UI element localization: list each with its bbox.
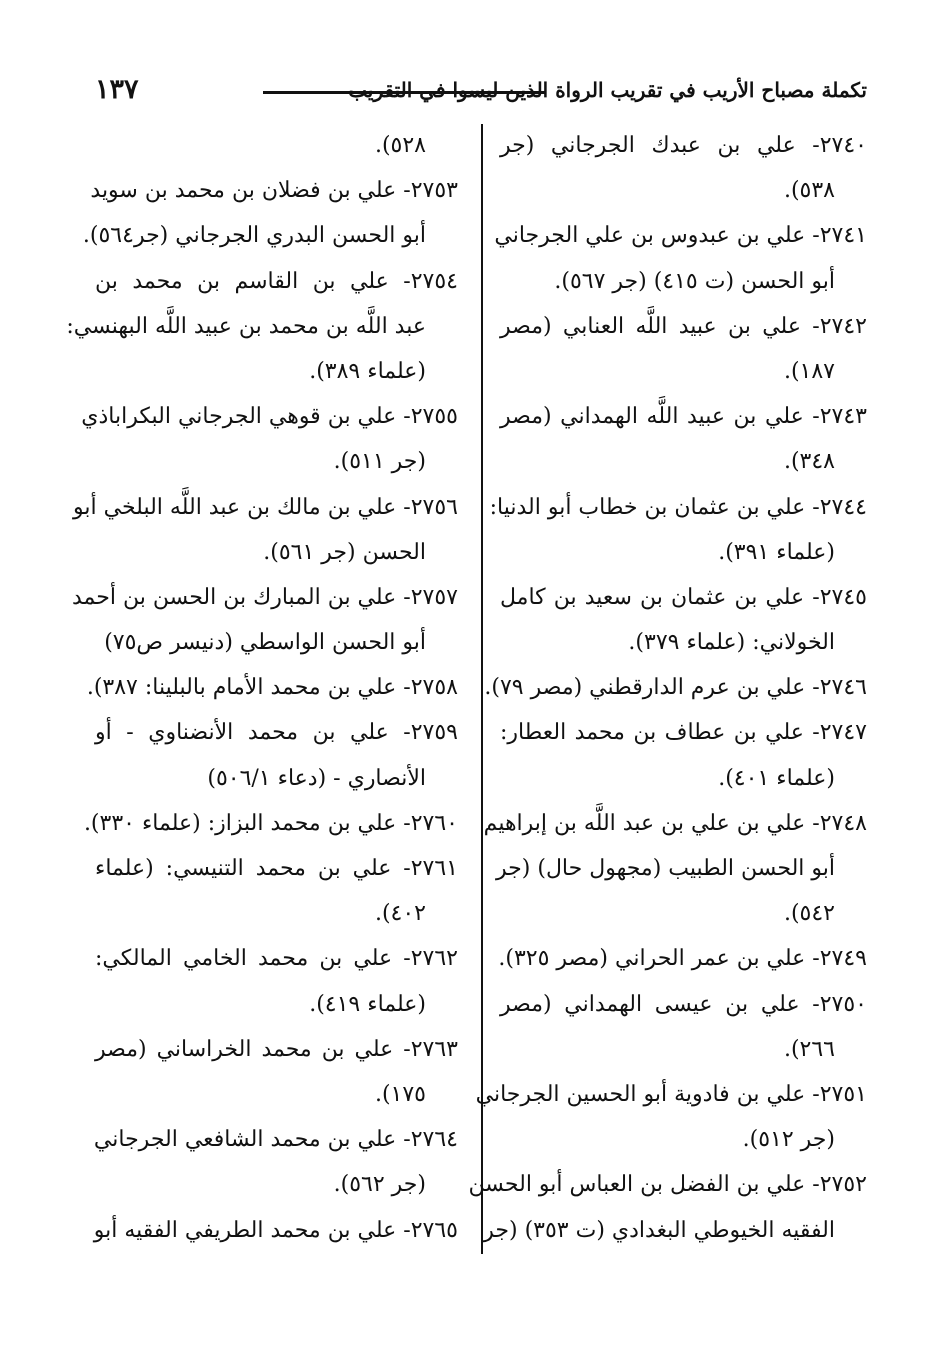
entry-line: ٢٧٦٣- علي بن محمد الخراساني (مصر [95,1036,458,1062]
entry-line: ٢٧٥١- علي بن فادوية أبو الحسين الجرجاني [475,1081,867,1107]
entry-continuation-line: أبو الحسن البدري الجرجاني (جر٥٦٤). [82,223,426,249]
page-number: ١٣٧ [95,74,139,105]
entry-continuation-line: أبو الحسن الطبيب (مجهول حال) (جر [496,856,835,881]
entry-continuation-line: ١٧٥). [374,1081,426,1107]
entry-line: ٢٧٦٠- علي بن محمد البزاز: (علماء ٣٣٠). [83,810,458,836]
entry-line: ٢٧٥٤- علي بن القاسم بن محمد بن [95,268,458,294]
page-header [95,74,867,114]
entry-line: ٢٧٥٣- علي بن فضلان بن محمد بن سويد [90,178,458,204]
entry-line: ٢٧٤٥- علي بن عثمان بن سعيد بن كامل [500,584,867,610]
entry-line: ٢٧٥٧- علي بن المبارك بن الحسن بن أحمد [71,584,458,610]
entry-continuation-line: ٣٤٨). [783,449,835,475]
entry-continuation-line: ٢٦٦). [783,1036,835,1062]
entry-continuation-line: الحسن (جر ٥٦١). [263,539,426,565]
entry-line: ٢٧٤٦- علي بن عرم الدارقطني (مصر ٧٩). [484,675,867,701]
entry-continuation-line: (علماء ٤٠١). [718,765,835,791]
entry-line: ٢٧٤٢- علي بن عبيد اللَّه العنابي (مصر [500,313,867,339]
entry-line: ٢٧٤٤- علي بن عثمان بن خطاب أبو الدنيا: [489,494,867,520]
entry-continuation-line: (علماء ٤١٩). [309,991,426,1017]
entry-continuation-line: ٥٣٨). [783,178,835,204]
entry-continuation-line: (جر ٥١١). [333,449,426,475]
entry-line: ٢٧٥٢- علي بن الفضل بن العباس أبو الحسن [468,1172,867,1198]
entry-continuation-line: (جر ٥٦٢). [333,1172,426,1198]
entry-continuation-line: ١٨٧). [783,358,835,384]
entry-continuation-line: الخولاني: (علماء ٣٧٩). [628,630,835,656]
entry-line: ٢٧٦٤- علي بن محمد الشافعي الجرجاني [93,1127,458,1153]
entry-line: ٢٧٦١- علي بن محمد التنيسي: (علماء [95,856,458,881]
running-title: تكملة مصباح الأريب في تقريب الرواة الذين ليسوا في التقريب [348,78,867,102]
entry-continuation-line: الفقيه الخيوطي البغدادي (ت ٣٥٣) (جر [483,1217,835,1243]
entry-line: ٢٧٥٠- علي بن عيسى الهمداني (مصر [500,991,867,1017]
entry-continuation-line: (علماء ٣٨٩). [309,358,426,384]
entry-line: ٢٧٤٨- علي بن علي بن عبد اللَّه بن إبراهيم [483,810,867,836]
entry-continuation-line: (علماء ٣٩١). [718,539,835,565]
entry-line: ٢٧٥٨- علي بن محمد الأمام بالبلينا: ٣٨٧). [86,675,458,701]
entry-line: ٢٧٤١- علي بن عبدوس بن علي الجرجاني [494,223,867,249]
entry-line: ٢٧٥٩- علي بن محمد الأنضناوي - أو [95,720,458,746]
right-column [468,123,867,1253]
column-divider [481,124,483,1254]
entry-continuation-line: الأنصاري - (دعاء ٥٠٦/١) [207,765,426,791]
left-column [66,123,458,1253]
entry-continuation-line: ٥٢٨). [374,133,426,158]
entry-line: ٢٧٦٢- علي بن محمد الخامي المالكي: [95,946,458,972]
entry-continuation-line: ٤٠٢). [374,901,426,927]
entry-line: ٢٧٤٩- علي بن عمر الحراني (مصر ٣٢٥). [498,946,867,972]
entry-continuation-line: ٥٤٢). [783,901,835,927]
entry-continuation-line: أبو الحسن الواسطي (دنيسر ص٧٥) [104,630,426,656]
entry-line: ٢٧٤٧- علي بن عطاف بن محمد العطار: [500,720,867,746]
entry-line: ٢٧٤٠- علي بن عبدك الجرجاني (جر [500,133,867,158]
entry-continuation-line: عبد اللَّه بن محمد بن عبيد اللَّه البهنسي: [66,313,426,339]
entry-line: ٢٧٥٥- علي بن قوهي الجرجاني البكراباذي [81,404,458,430]
entry-continuation-line: (جر ٥١٢). [742,1127,835,1153]
entry-line: ٢٧٤٣- علي بن عبيد اللَّه الهمداني (مصر [500,404,867,430]
entry-continuation-line: أبو الحسن (ت ٤١٥) (جر ٥٦٧). [554,268,835,294]
entry-line: ٢٧٥٦- علي بن مالك بن عبد اللَّه البلخي أبو [73,494,458,520]
entry-line: ٢٧٦٥- علي بن محمد الطريفي الفقيه أبو [93,1217,458,1243]
